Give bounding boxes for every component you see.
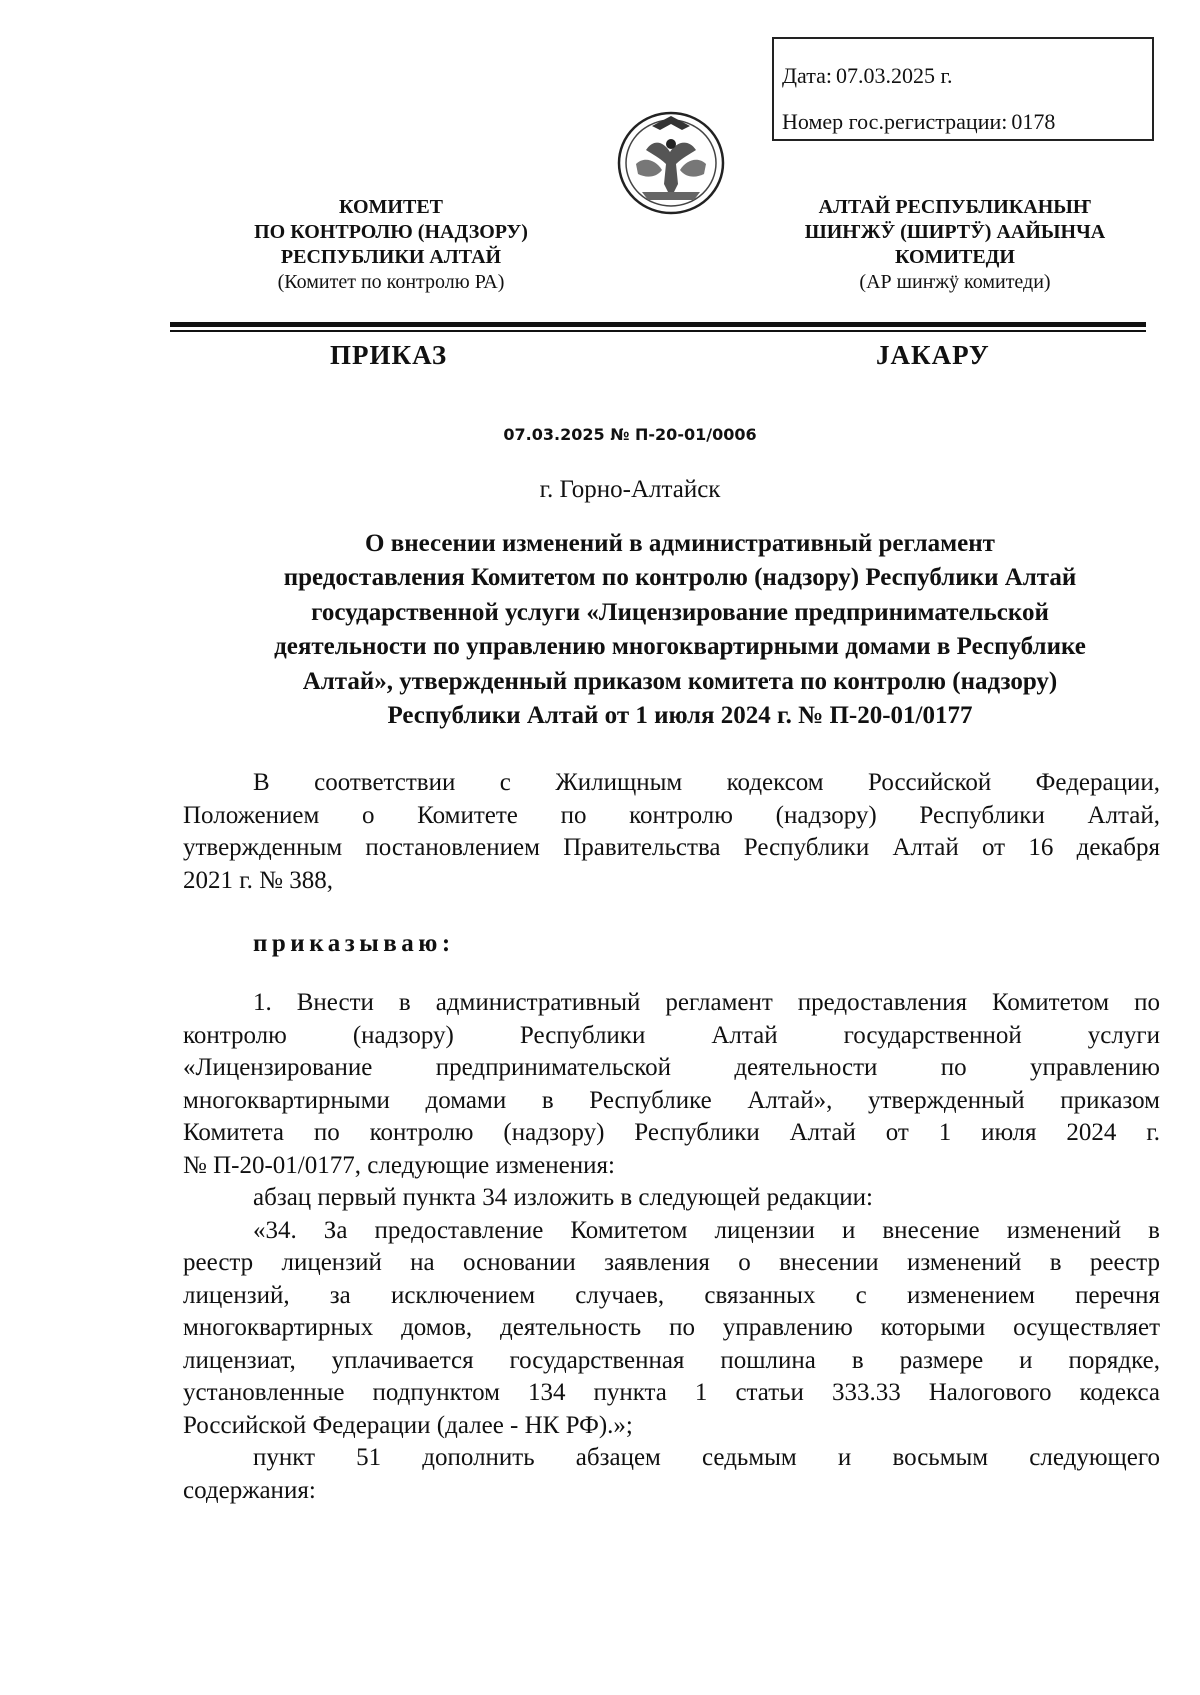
preamble-line: 2021 г. № 388,: [183, 866, 334, 894]
order-title-alt: ЈАКАРУ: [876, 340, 990, 370]
registration-date-value: 07.03.2025 г.: [835, 63, 953, 88]
header-divider-thin: [170, 330, 1146, 332]
title-line: предоставления Комитетом по контролю (надзору) Республики Алтай: [283, 564, 1077, 592]
title-line: О внесении изменений в административный регламент: [365, 530, 995, 557]
order-city: г. Горно-Алтайск: [539, 476, 721, 503]
preamble-paragraph: [183, 767, 1160, 897]
title-line: деятельности по управлению многоквартирными домами в Республике: [274, 633, 1086, 661]
paragraph-34-line: лицензий, за исключением случаев, связанных с изменением перечня: [183, 1281, 1160, 1309]
item-1-line: контролю (надзору) Республики Алтай государственной услуги: [183, 1021, 1160, 1049]
header-divider-thick: [170, 322, 1146, 327]
item-1-line: «Лицензирование предпринимательской деятельности по управлению: [183, 1054, 1160, 1081]
item-1-line: многоквартирными домами в Республике Алтай», утвержденный приказом: [183, 1086, 1160, 1114]
ordered-heading: приказываю:: [253, 930, 455, 957]
header-right-line2: ШИҤЖӰ (ШИРТӰ) ААЙЫНЧА: [804, 221, 1106, 243]
paragraph-34-line: установленные подпунктом 134 пункта 1 статьи 333.33 Налогового кодекса: [183, 1379, 1160, 1406]
preamble-line: утвержденным постановлением Правительства Республики Алтай от 16 декабря: [183, 834, 1160, 861]
paragraph-34-line: лицензиат, уплачивается государственная пошлина в размере и порядке,: [183, 1346, 1160, 1374]
header-left-line3: РЕСПУБЛИКИ АЛТАЙ: [280, 246, 502, 268]
header-right-line1: АЛТАЙ РЕСПУБЛИКАНЫҤ: [818, 196, 1092, 218]
item-1-line: 1. Внести в административный регламент предоставления Комитетом по: [253, 989, 1160, 1016]
paragraph-34-line: многоквартирных домов, деятельность по управлению которыми осуществляет: [183, 1314, 1160, 1341]
registration-number-row: [782, 99, 1152, 145]
preamble-line: В соответствии с Жилищным кодексом Российской Федерации,: [253, 769, 1160, 796]
item-1-line: Комитета по контролю (надзору) Республики Алтай от 1 июля 2024 г.: [183, 1119, 1160, 1146]
registration-date-row: [782, 53, 1152, 99]
paragraph-34-line: Российской Федерации (далее - НК РФ).»;: [183, 1411, 633, 1439]
paragraph-34-line: «34. За предоставление Комитетом лицензии и внесение изменений в: [253, 1216, 1160, 1244]
header-right-short-name: (АР шиҥжӱ комитеди): [859, 271, 1051, 293]
paragraph-34-line: реестр лицензий на основании заявления о внесении изменений в реестр: [183, 1249, 1160, 1276]
registration-date-label: Дата:: [782, 63, 832, 88]
preamble-line: Положением о Комитете по контролю (надзору) Республики Алтай,: [183, 801, 1160, 829]
registration-number-label: Номер гос.регистрации:: [782, 109, 1008, 134]
order-title-ru: ПРИКАЗ: [330, 340, 448, 370]
title-line: Алтай», утвержденный приказом комитета по контролю (надзору): [302, 667, 1058, 695]
paragraph-34-intro: абзац первый пункта 34 изложить в следующей редакции:: [253, 1184, 873, 1211]
title-line: государственной услуги «Лицензирование предпринимательской: [311, 598, 1049, 626]
registration-number-value: 0178: [1011, 109, 1056, 134]
header-left-short-name: (Комитет по контролю РА): [277, 271, 505, 293]
title-line: Республики Алтай от 1 июля 2024 г. № П-20-01/0177: [387, 702, 973, 730]
item-1-paragraph: [183, 987, 1160, 1507]
header-right: [780, 195, 1130, 295]
header-left-line2: ПО КОНТРОЛЮ (НАДЗОРУ): [254, 221, 528, 243]
order-number: 07.03.2025 № П-20-01/0006: [503, 425, 757, 444]
item-1-line: № П-20-01/0177, следующие изменения:: [183, 1151, 615, 1179]
header-left-line1: КОМИТЕТ: [338, 196, 443, 218]
paragraph-51-line: пункт 51 дополнить абзацем седьмым и восьмым следующего: [253, 1444, 1160, 1471]
paragraph-51-line: содержания:: [183, 1476, 316, 1504]
header-left: [200, 195, 582, 295]
document-title: [190, 527, 1170, 733]
registration-box: [772, 37, 1154, 141]
coat-of-arms-icon: [612, 108, 730, 218]
header-right-line3: КОМИТЕДИ: [895, 246, 1015, 268]
